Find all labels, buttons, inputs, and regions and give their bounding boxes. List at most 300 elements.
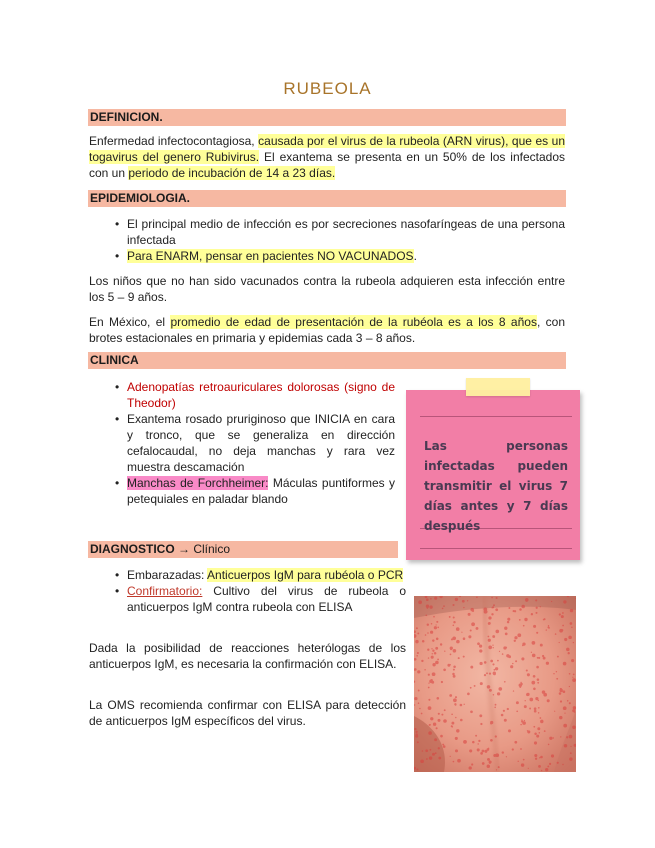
rash-spot: [430, 717, 433, 720]
rash-spot: [573, 706, 576, 709]
rash-spot: [416, 768, 418, 770]
rash-spot: [507, 618, 510, 621]
rash-spot: [493, 673, 496, 676]
rash-spot: [449, 616, 451, 618]
rash-spot: [434, 738, 437, 741]
rash-spot: [495, 753, 499, 757]
rash-spot: [474, 685, 476, 687]
rash-spot: [548, 744, 550, 746]
rash-spot: [521, 605, 525, 609]
rash-spot: [479, 649, 482, 652]
rash-spot: [477, 642, 480, 645]
rash-spot: [427, 649, 429, 651]
rash-spot: [452, 604, 454, 606]
rash-spot: [430, 749, 432, 751]
rash-spot: [433, 616, 435, 618]
bullet-icon: •: [115, 380, 120, 394]
rash-spot: [438, 747, 440, 749]
rash-spot: [428, 687, 430, 689]
epidemiologia-list: [89, 216, 565, 264]
rash-spot: [416, 627, 418, 629]
rash-spot: [536, 632, 538, 634]
rash-spot: [520, 724, 521, 725]
note-rule: [420, 548, 572, 549]
rash-spot: [569, 686, 570, 687]
rash-spot: [422, 750, 424, 752]
list-item: • Embarazadas: Anticuerpos IgM para rubéola o PCR: [115, 568, 404, 582]
rash-spot: [468, 613, 471, 616]
rash-spot: [563, 706, 567, 710]
rash-spot: [484, 661, 487, 664]
rash-spot: [573, 674, 575, 676]
rash-spot: [566, 648, 570, 652]
rash-spot: [521, 657, 524, 660]
rash-spot: [564, 638, 567, 641]
rash-spot: [441, 681, 443, 683]
rash-spot: [491, 607, 493, 609]
rash-spot: [434, 597, 437, 600]
rash-spot: [493, 604, 495, 606]
rash-spot: [502, 653, 504, 655]
rash-spot: [559, 716, 562, 719]
rash-spot: [519, 684, 522, 687]
rash-spot: [507, 621, 509, 623]
rash-spot: [495, 735, 497, 737]
rash-spot: [498, 687, 502, 691]
rash-spot: [538, 712, 539, 713]
rash-spot: [443, 745, 446, 748]
rash-spot: [427, 623, 429, 625]
rash-spot: [428, 706, 432, 710]
rash-spot: [534, 741, 537, 744]
rash-spot: [453, 625, 455, 627]
rash-spot: [451, 638, 453, 640]
rash-spot: [570, 609, 573, 612]
rash-spot: [549, 737, 552, 740]
rash-spot: [488, 636, 490, 638]
rash-spot: [489, 689, 492, 692]
rash-spot: [420, 759, 424, 763]
rash-spot: [536, 607, 538, 609]
rash-spot: [491, 597, 493, 599]
rash-spot: [431, 648, 432, 649]
rash-spot: [429, 724, 431, 726]
rash-spot: [441, 714, 443, 716]
bullet-icon: •: [115, 217, 120, 231]
rash-spot: [497, 692, 500, 695]
rash-spot: [527, 730, 530, 733]
rash-spot: [483, 607, 487, 611]
rash-spot: [432, 663, 435, 666]
bullet-icon: •: [115, 249, 120, 263]
rash-spot: [498, 766, 500, 768]
rash-spot: [562, 764, 563, 765]
rash-spot: [571, 659, 574, 662]
rash-spot: [560, 689, 563, 692]
rash-spot: [479, 714, 482, 717]
rash-spot: [443, 605, 445, 607]
rash-spot: [487, 764, 491, 768]
rash-spot: [540, 717, 542, 719]
rash-spot: [504, 681, 506, 683]
rash-spot: [523, 759, 525, 761]
rash-spot: [477, 743, 478, 744]
rash-spot: [545, 768, 548, 771]
rash-spot: [537, 727, 540, 730]
rash-spot: [515, 660, 517, 662]
rash-spot: [479, 662, 482, 665]
rash-spot: [414, 697, 417, 700]
rash-spot: [453, 666, 456, 669]
rash-spot: [547, 765, 549, 767]
rash-spot: [456, 627, 460, 631]
rash-spot: [422, 640, 425, 643]
rash-spot: [434, 626, 437, 629]
rash-spot: [563, 690, 566, 693]
rash-spot: [541, 770, 543, 772]
rash-spot: [449, 694, 452, 697]
rash-spot: [438, 757, 441, 760]
rash-spot: [531, 613, 533, 615]
rash-spot: [494, 707, 496, 709]
rash-spot: [443, 668, 446, 671]
rash-spot: [453, 675, 456, 678]
rash-spot: [572, 677, 573, 678]
rash-spot: [531, 652, 532, 653]
bullet-icon: •: [115, 584, 120, 598]
rash-spot: [467, 600, 468, 601]
rash-spot: [442, 744, 444, 746]
rash-spot: [488, 639, 491, 642]
rash-spot: [453, 698, 457, 702]
definicion-paragraph: Enfermedad infectocontagiosa, causada por el virus de la rubeola (ARN virus), que es un togavirus del genero Rubivirus. El exantema se presenta en un 50% de los infectados con un periodo de incubación de 14 a 23 días.: [89, 134, 566, 180]
rash-spot: [540, 606, 541, 607]
rash-spot: [486, 672, 488, 674]
rash-spot: [455, 704, 457, 706]
rash-spot: [488, 748, 489, 749]
rash-spot: [488, 622, 491, 625]
rash-spot: [519, 608, 522, 611]
rash-spot: [433, 722, 436, 725]
list-item: • Exantema rosado pruriginoso que INICIA en cara y tronco, que se generaliza en dirección cefalocaudal, no deja manchas y rara vez muestra descamación: [115, 412, 395, 474]
rash-spot: [455, 696, 457, 698]
rash-spot: [428, 699, 430, 701]
rash-spot: [451, 713, 453, 715]
rash-spot: [436, 624, 437, 625]
rash-spot: [506, 647, 508, 649]
rash-spot: [421, 713, 423, 715]
rash-spot: [426, 758, 428, 760]
rash-spot: [521, 763, 524, 766]
rash-spot: [497, 660, 499, 662]
rash-spot: [444, 651, 445, 652]
rash-spot: [564, 744, 568, 748]
section-header-diagnostico: DIAGNOSTICO → Clínico: [88, 541, 398, 558]
rash-spot: [452, 673, 455, 676]
rash-spot: [533, 625, 536, 628]
rash-spot: [475, 735, 477, 737]
rash-spot: [414, 728, 416, 730]
rash-spot: [453, 649, 457, 653]
rash-spot: [432, 653, 433, 654]
rash-spot: [551, 754, 554, 757]
rash-spot: [513, 610, 515, 612]
rash-spot: [535, 758, 537, 760]
rash-spot: [431, 656, 434, 659]
rash-spot: [493, 647, 494, 648]
rash-spot: [430, 631, 433, 634]
rash-spot: [563, 600, 566, 603]
rash-spot: [561, 615, 564, 618]
rash-spot: [560, 700, 562, 702]
rash-spot: [451, 725, 453, 727]
rash-spot: [557, 656, 559, 658]
rash-spot: [456, 729, 459, 732]
list-item: • Manchas de Forchheimer: Máculas puntiformes y petequiales en paladar blando: [115, 476, 395, 506]
rash-spot: [553, 673, 554, 674]
rash-spot: [443, 719, 447, 723]
rash-spot: [540, 720, 543, 723]
epidemiologia-paragraph-1: Los niños que no han sido vacunados contra la rubeola adquieren esta infección entre los 5 – 9 años.: [89, 274, 565, 304]
rash-spot: [463, 656, 465, 658]
rash-spot: [425, 614, 427, 616]
rash-spot: [472, 610, 474, 612]
rash-spot: [471, 763, 473, 765]
rash-spot: [416, 655, 418, 657]
rash-spot: [501, 714, 504, 717]
rash-spot: [434, 652, 437, 655]
list-item: • Adenopatías retroauriculares dolorosas (signo de Theodor): [115, 380, 395, 410]
rash-spot: [453, 761, 455, 763]
rash-spot: [507, 708, 509, 710]
rash-spot: [570, 752, 572, 754]
rash-spot: [514, 640, 516, 642]
rash-spot: [504, 719, 507, 722]
rash-spot: [460, 704, 463, 707]
rash-spot: [527, 673, 530, 676]
rash-spot: [526, 669, 528, 671]
rash-spot: [572, 678, 576, 682]
rash-spot: [480, 723, 482, 725]
rash-spot: [490, 660, 493, 663]
rash-spot: [557, 762, 559, 764]
rash-spot: [432, 639, 434, 641]
rash-spot: [489, 673, 491, 675]
rash-spot: [562, 625, 564, 627]
rash-spot: [440, 735, 443, 738]
rash-spot: [492, 663, 494, 665]
rash-spot: [519, 619, 521, 621]
rash-spot: [477, 748, 480, 751]
rash-spot: [467, 693, 470, 696]
rash-spot: [424, 669, 426, 671]
rash-spot: [436, 727, 438, 729]
rash-spot: [573, 642, 574, 643]
rash-spot: [520, 748, 522, 750]
rash-spot: [534, 732, 537, 735]
rash-spot: [504, 627, 507, 630]
rash-spot: [561, 629, 563, 631]
rash-spot: [534, 754, 537, 757]
rash-spot: [468, 635, 471, 638]
rash-spot: [512, 663, 513, 664]
rash-spot: [506, 756, 507, 757]
rash-spot: [533, 726, 535, 728]
rash-spot: [549, 763, 551, 765]
diagnostico-paragraph-2: La OMS recomienda confirmar con ELISA para detección de anticuerpos IgM específicos del virus.: [89, 698, 406, 728]
rash-spot: [539, 732, 541, 734]
rash-spot: [437, 627, 439, 629]
rash-spot: [566, 736, 568, 738]
note-tape: [466, 378, 530, 396]
rash-spot: [484, 750, 487, 753]
rash-spot: [437, 658, 439, 660]
rash-spot: [418, 690, 420, 692]
rash-spot: [496, 769, 497, 770]
rash-spot: [435, 752, 437, 754]
rash-spot: [564, 713, 565, 714]
rash-spot: [529, 698, 533, 702]
rash-spot: [533, 688, 536, 691]
rash-spot: [513, 690, 514, 691]
rash-spot: [517, 761, 518, 762]
rash-spot: [537, 682, 539, 684]
rash-spot: [482, 762, 485, 765]
rash-spot: [570, 622, 573, 625]
rash-spot: [534, 710, 537, 713]
rash-spot: [499, 651, 500, 652]
epidemiologia-paragraph-2: En México, el promedio de edad de presentación de la rubéola es a los 8 años, con brotes estacionales en primaria y epidemias cada 3 – 8 años.: [89, 315, 565, 345]
rash-spot: [547, 699, 550, 702]
rash-spot: [534, 707, 537, 710]
rash-spot: [438, 713, 440, 715]
rash-spot: [484, 674, 486, 676]
rash-spot: [462, 600, 465, 603]
list-item: • El principal medio de infección es por secreciones nasofaríngeas de una persona infectada: [115, 217, 565, 247]
bullet-icon: •: [115, 412, 120, 426]
rash-spot: [572, 726, 576, 730]
rash-spot: [537, 657, 539, 659]
rash-spot: [510, 665, 513, 668]
rash-spot: [567, 700, 569, 702]
rash-spot: [479, 644, 482, 647]
rash-spot: [455, 737, 458, 740]
rash-spot: [460, 719, 463, 722]
rash-spot: [451, 722, 454, 725]
rash-spot: [562, 612, 564, 614]
rash-spot: [487, 685, 491, 689]
rash-spot: [532, 641, 536, 645]
bullet-icon: •: [115, 476, 120, 490]
rash-spot: [455, 717, 457, 719]
rash-spot: [455, 749, 458, 752]
rash-spot: [495, 704, 497, 706]
rash-spot: [536, 666, 539, 669]
rash-spot: [415, 640, 418, 643]
rash-spot: [522, 642, 525, 645]
rash-spot: [425, 749, 428, 752]
note-rule: [420, 416, 572, 417]
rash-spot: [569, 702, 571, 704]
rash-spot: [539, 757, 540, 758]
rash-spot: [444, 709, 446, 711]
rash-spot: [488, 616, 491, 619]
rash-spot: [492, 645, 493, 646]
rash-spot: [560, 736, 561, 737]
rash-spot: [546, 629, 547, 630]
rash-spot: [502, 751, 504, 753]
rash-spot: [544, 730, 546, 732]
rash-spot: [478, 740, 480, 742]
rash-spot: [428, 657, 429, 658]
rash-spot: [435, 661, 439, 665]
rash-spot: [495, 667, 498, 670]
rash-spot: [415, 735, 418, 738]
rash-spot: [453, 616, 455, 618]
rash-spot: [430, 598, 432, 600]
rash-spot: [548, 627, 550, 629]
rash-spot: [469, 749, 472, 752]
rash-spot: [495, 608, 498, 611]
rash-spot: [464, 704, 465, 705]
rash-spot: [480, 682, 483, 685]
list-item: • Para ENARM, pensar en pacientes NO VACUNADOS.: [115, 249, 417, 263]
rash-spot: [417, 632, 419, 634]
rash-spot: [427, 632, 429, 634]
diagnostico-list: [89, 567, 406, 615]
rash-spot: [546, 662, 549, 665]
rash-spot: [470, 687, 472, 689]
rash-spot: [538, 765, 541, 768]
rash-spot: [537, 678, 540, 681]
rash-spot: [436, 621, 438, 623]
rash-spot: [429, 605, 432, 608]
rash-spot: [442, 608, 444, 610]
rash-spot: [521, 720, 523, 722]
rash-spot: [524, 618, 527, 621]
rash-spot: [508, 729, 511, 732]
rash-spot: [432, 650, 434, 652]
rash-spot: [450, 648, 452, 650]
rash-spot: [493, 694, 495, 696]
rash-spot: [535, 612, 537, 614]
rash-spot: [536, 735, 539, 738]
rash-spot: [569, 735, 573, 739]
bullet-icon: •: [115, 568, 120, 582]
rash-spot: [563, 662, 567, 666]
rash-spot: [450, 756, 451, 757]
rash-spot: [526, 693, 529, 696]
rash-spot: [528, 768, 529, 769]
rash-spot: [437, 697, 440, 700]
rash-spot: [476, 627, 479, 630]
rash-spot: [514, 741, 517, 744]
rash-spot: [435, 647, 438, 650]
rash-spot: [568, 652, 570, 654]
rash-spot: [538, 707, 540, 709]
rash-spot: [535, 599, 537, 601]
rash-spot: [508, 607, 510, 609]
rash-spot: [453, 621, 455, 623]
rash-spot: [551, 601, 552, 602]
rash-spot: [543, 657, 546, 660]
rash-spot: [455, 598, 458, 601]
rash-spot: [489, 762, 491, 764]
rash-spot: [516, 710, 518, 712]
rash-spot: [555, 633, 557, 635]
rash-spot: [559, 642, 560, 643]
rash-spot: [512, 748, 514, 750]
